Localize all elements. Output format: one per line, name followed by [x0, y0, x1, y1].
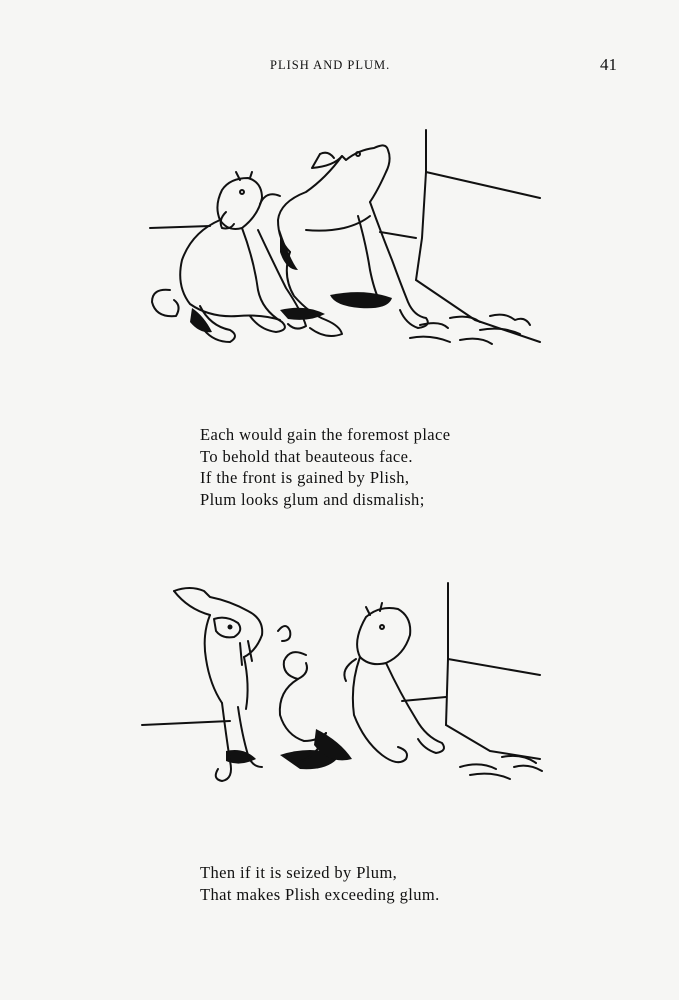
illustration-dogs-looking-up	[130, 120, 560, 360]
running-head-title: PLISH AND PLUM.	[270, 58, 391, 72]
verse-line: If the front is gained by Plish,	[200, 468, 410, 487]
page-number: 41	[600, 55, 617, 74]
running-head	[0, 55, 679, 80]
verse-line: To behold that beauteous face.	[200, 446, 413, 466]
illustration-dogs-swapped	[130, 575, 560, 800]
verse-line: That makes Plish exceeding glum.	[200, 884, 440, 904]
stanza-1	[200, 424, 450, 510]
verse-line: Each would gain the foremost place	[200, 425, 451, 444]
verse-line: Then if it is seized by Plum,	[200, 863, 398, 882]
verse-line: Plum looks glum and dismalish;	[200, 489, 425, 509]
stanza-2	[200, 862, 440, 905]
